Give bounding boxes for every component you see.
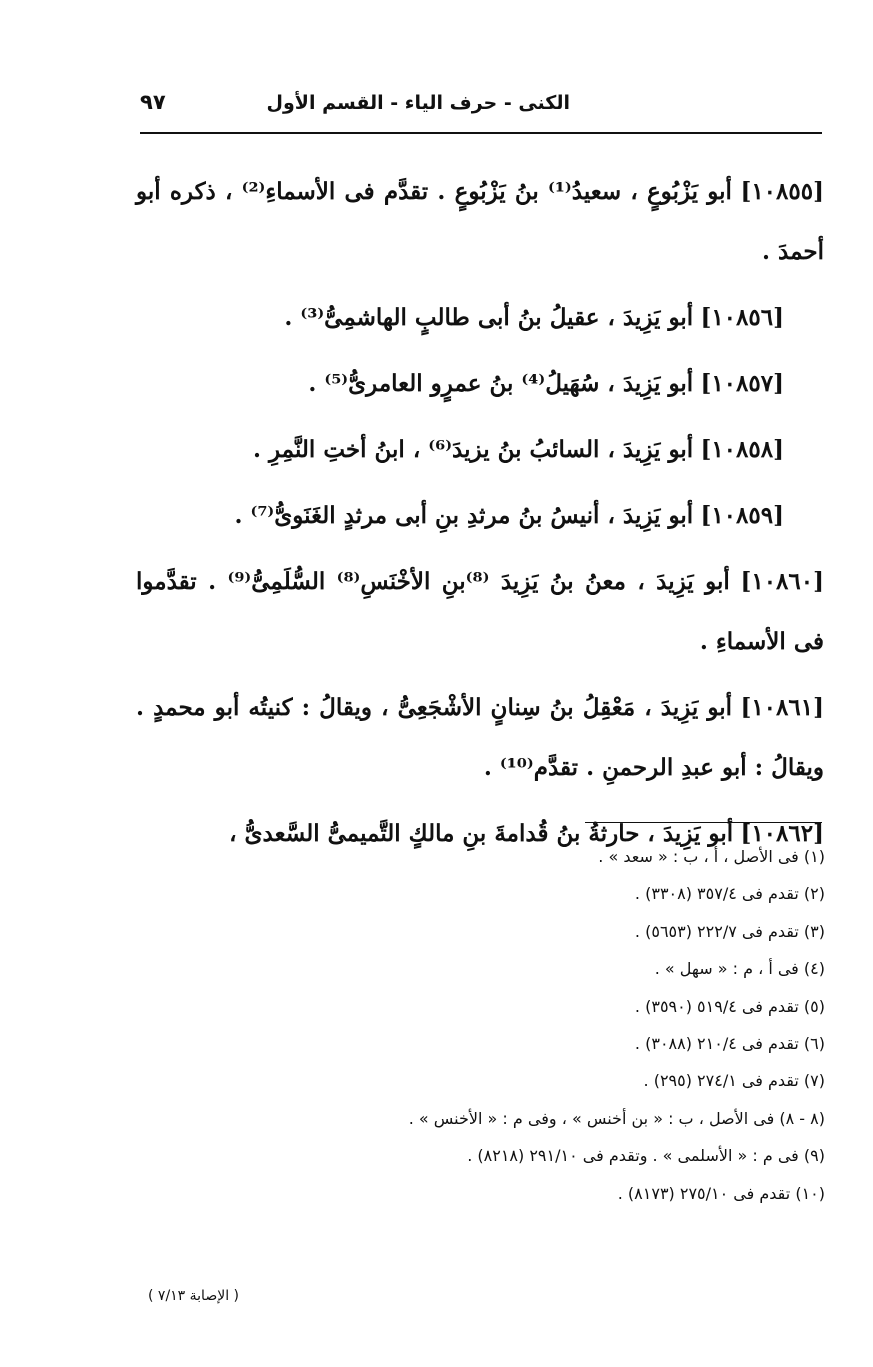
footnote: (٧) تقدم فى ٢٧٤/١ (٢٩٥) . (643, 1071, 825, 1091)
entry-10858 (136, 420, 824, 480)
main-text (136, 162, 824, 870)
entry-number: [١٠٨٥٦] (700, 304, 784, 331)
entry-text: أبو يَزِيدَ ، معنُ بنُ يَزِيدَ ⁽⁸⁾بنِ الأخْنَسِ⁽⁸⁾ السُّلَمِىُّ⁽⁹⁾ . تقدَّموا فى الأسماءِ . (136, 568, 824, 655)
entry-number: [١٠٨٦٠] (740, 568, 825, 595)
running-header (140, 92, 820, 126)
entry-10859 (136, 486, 824, 546)
entry-text: أبو يَزِيدَ ، أنيسُ بنُ مرثدِ بنِ أبى مرثدٍ الغَنَوىُّ⁽⁷⁾ . (234, 502, 694, 529)
entry-text: أبو يَزْبُوعٍ ، سعيدُ⁽¹⁾ بنُ يَزْبُوعٍ . تقدَّم فى الأسماءِ⁽²⁾ ، ذكره أبو أحمدَ . (136, 178, 824, 265)
header-title: الكنى - حرف الياء - القسم الأول (266, 92, 570, 114)
footnote: (٦) تقدم فى ٢١٠/٤ (٣٠٨٨) . (634, 1034, 825, 1054)
footnote: (٢) تقدم فى ٣٥٧/٤ (٣٣٠٨) . (634, 884, 825, 904)
footnote: (٩) فى م : « الأسلمى » . وتقدم فى ٢٩١/١٠ (٨٢١٨) . (467, 1146, 825, 1166)
entry-number: [١٠٨٥٨] (700, 436, 784, 463)
entry-10861 (136, 678, 824, 798)
entry-text: أبو يَزِيدَ ، مَعْقِلُ بنُ سِنانٍ الأشْجَعِىُّ ، ويقالُ : كنيتُه أبو محمدٍ . ويقالُ : أبو عبدِ الرحمنِ . تقدَّم⁽¹⁰⁾ . (136, 694, 824, 781)
entry-10860 (136, 552, 824, 672)
entry-number: [١٠٨٦٢] (740, 820, 824, 847)
header-rule (140, 132, 822, 134)
footnote: (٥) تقدم فى ٥١٩/٤ (٣٥٩٠) . (634, 996, 825, 1016)
entry-text: أبو يَزِيدَ ، حارثةُ بنُ قُدامةَ بنِ مالكٍ التَّميمىُّ السَّعدىُّ ، (229, 820, 734, 847)
entry-text: أبو يَزِيدَ ، سُهَيلُ⁽⁴⁾ بنُ عمرٍو العامرىُّ⁽⁵⁾ . (308, 370, 694, 397)
footnote-rule (585, 822, 822, 823)
entry-number: [١٠٨٦١] (740, 694, 824, 721)
printer-signature: ( الإصابة ٧/١٣ ) (148, 1288, 239, 1304)
entry-number: [١٠٨٥٧] (700, 370, 784, 397)
footnote: (١٠) تقدم فى ٢٧٥/١٠ (٨١٧٣) . (617, 1183, 825, 1203)
footnote: (٨ - ٨) فى الأصل ، ب : « بن أخنس » ، وفى م : « الأخنس » . (408, 1108, 825, 1128)
footnotes (300, 838, 825, 1212)
entry-10856 (136, 288, 824, 348)
entry-text: أبو يَزِيدَ ، عقيلُ بنُ أبى طالبٍ الهاشمِىُّ⁽³⁾ . (284, 304, 694, 331)
footnote: (١) فى الأصل ، أ ، ب : « سعد » . (598, 847, 825, 866)
entry-number: [١٠٨٥٥] (740, 178, 824, 205)
footnote: (٤) فى أ ، م : « سهل » . (654, 959, 825, 979)
entry-text: أبو يَزِيدَ ، السائبُ بنُ يزيدَ⁽⁶⁾ ، ابنُ أختِ النَّمِرِ . (252, 436, 694, 463)
entry-10855 (136, 162, 824, 282)
entry-10857 (136, 354, 824, 414)
footnote: (٣) تقدم فى ٢٢٢/٧ (٥٦٥٣) . (634, 921, 825, 941)
page-number: ٩٧ (140, 90, 166, 114)
entry-number: [١٠٨٥٩] (700, 502, 784, 529)
